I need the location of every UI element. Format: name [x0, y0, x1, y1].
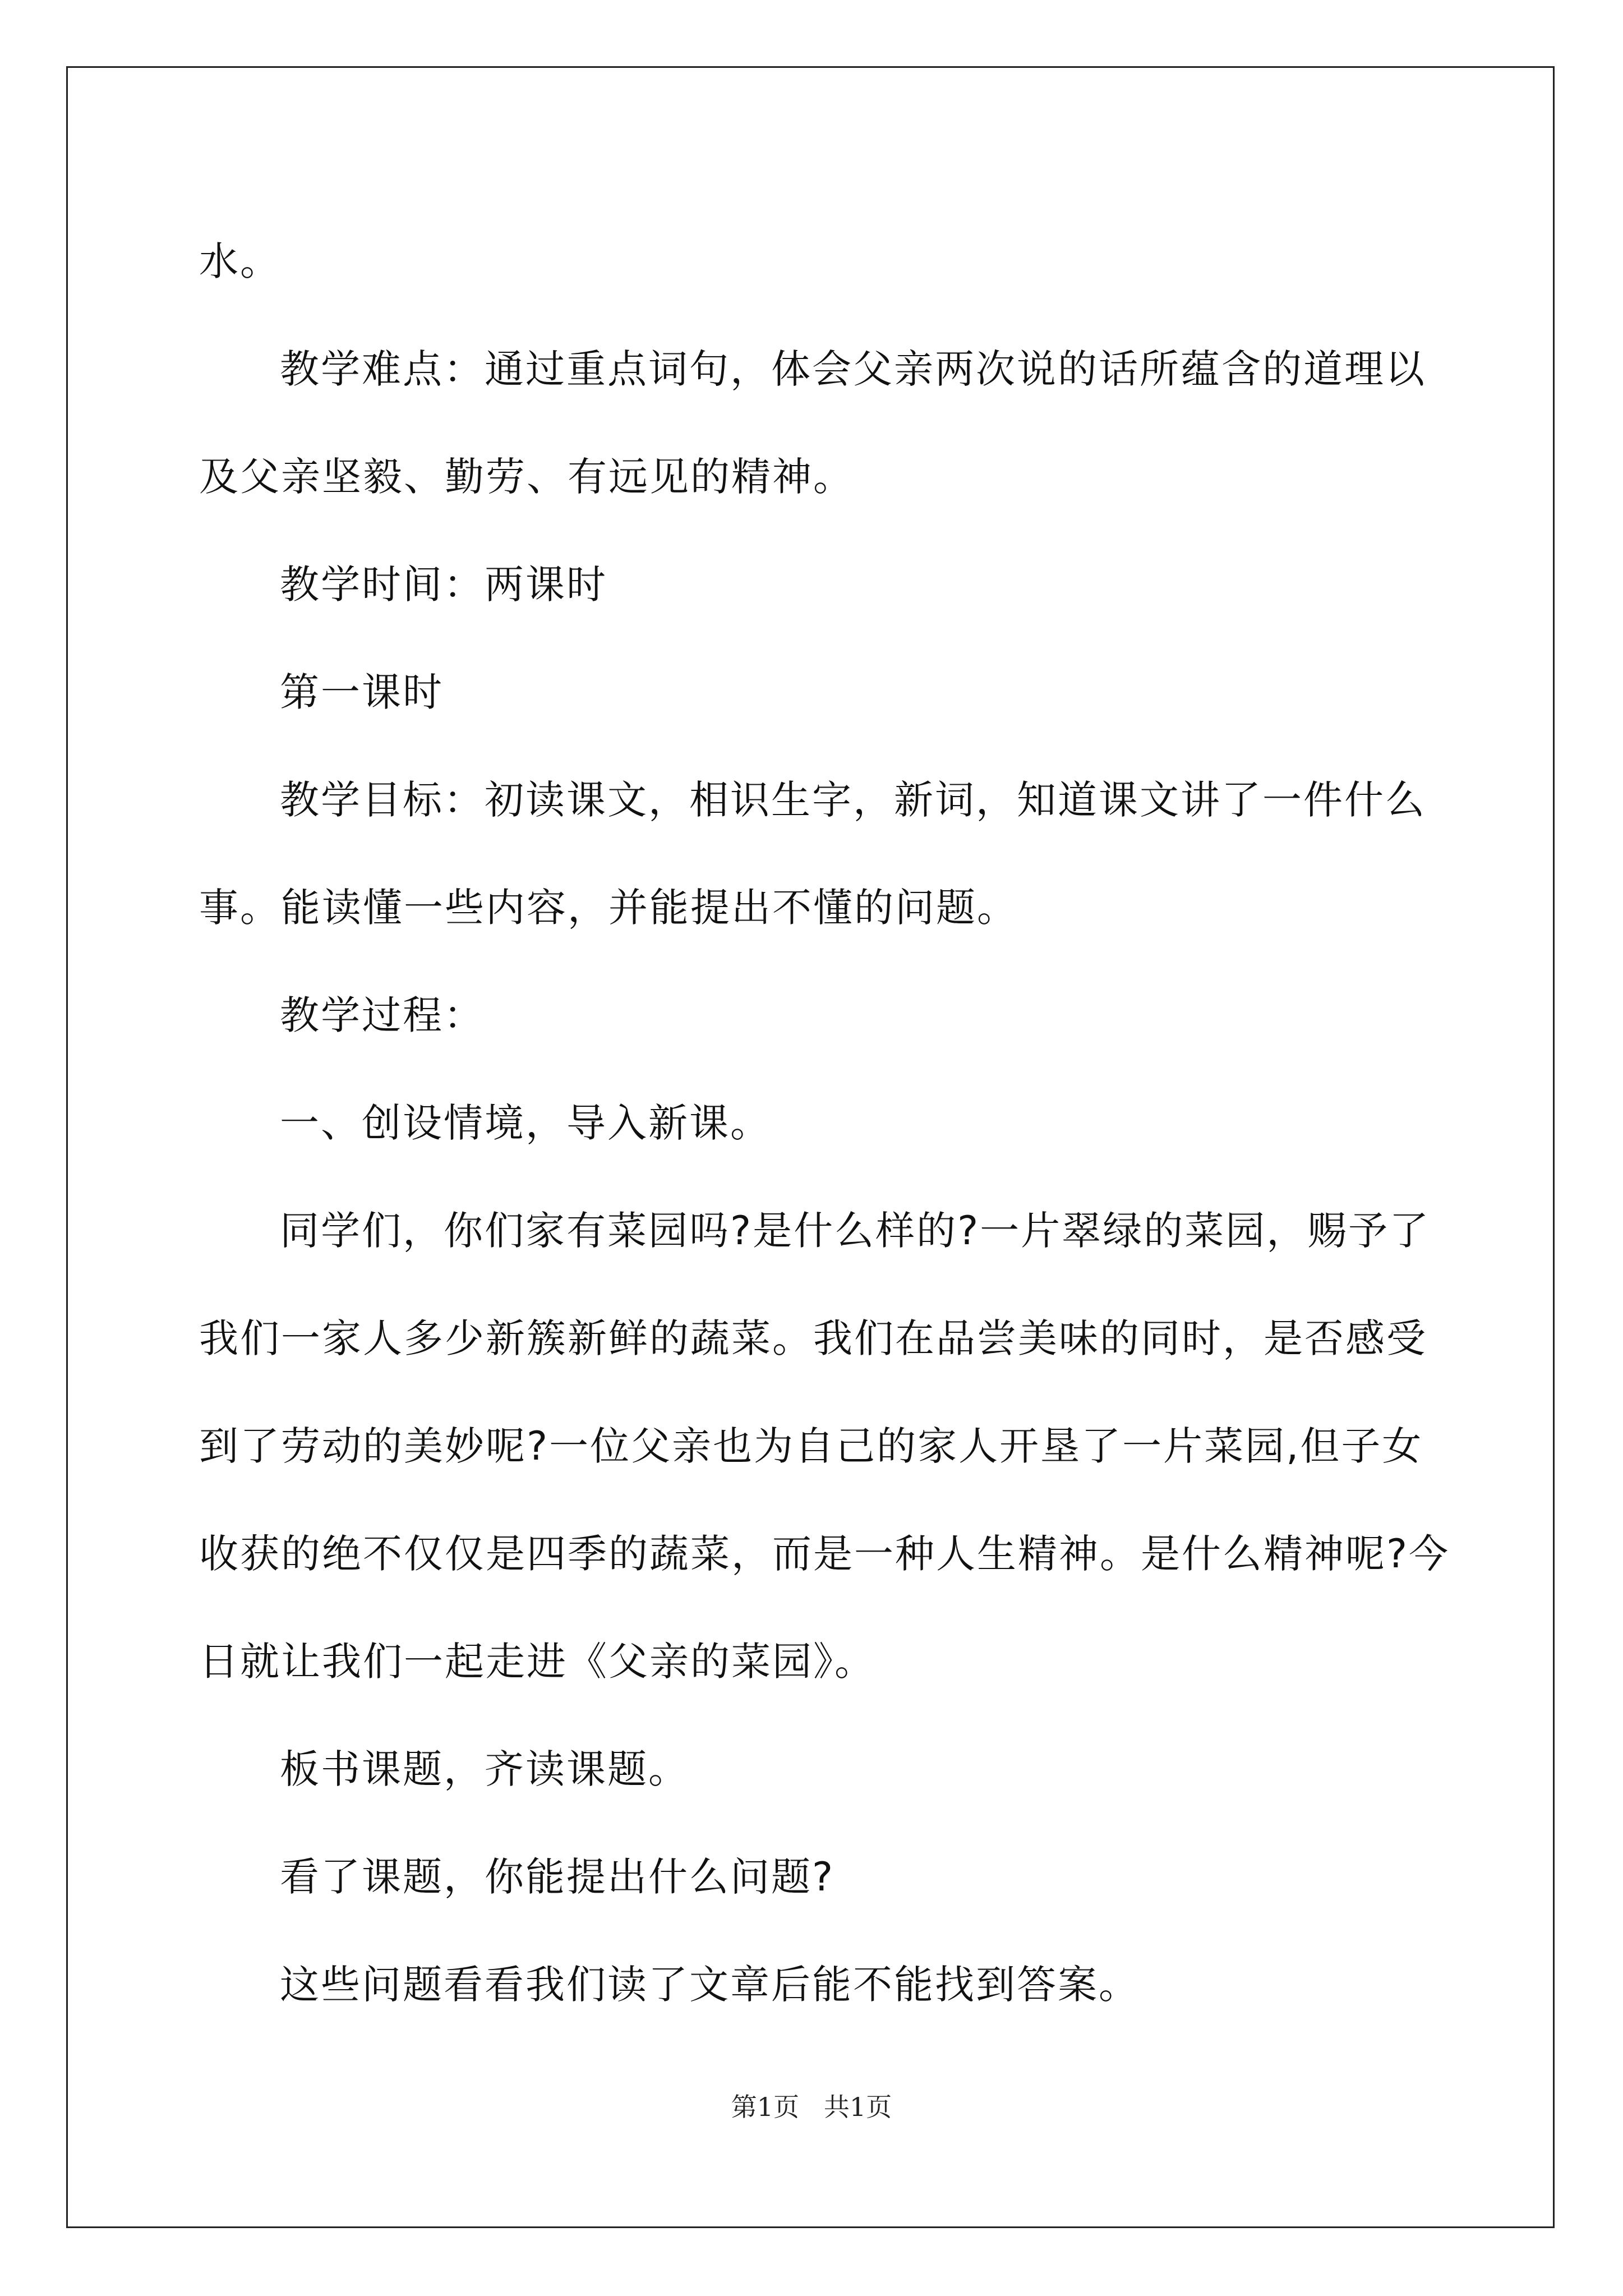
- section-heading: 第一课时: [280, 669, 444, 715]
- paragraph-line: 教学过程：: [280, 992, 485, 1038]
- document-body: [199, 208, 1450, 2039]
- paragraph-line: 教学难点：通过重点词句，体会父亲两次说的话所蕴含的道理以: [280, 346, 1426, 392]
- paragraph-line: 到了劳动的美妙呢?一位父亲也为自己的家人开垦了一片菜园,但子女: [199, 1423, 1423, 1469]
- paragraph-line: 教学目标：初读课文，相识生字，新词，知道课文讲了一件什么: [280, 777, 1426, 823]
- paragraph-line: 教学时间：两课时: [280, 562, 607, 608]
- paragraph-line: 同学们，你们家有菜园吗?是什么样的?一片翠绿的菜园，赐予了: [280, 1208, 1431, 1254]
- paragraph-line: 板书课题，齐读课题。: [280, 1746, 689, 1792]
- paragraph-line: 事。能读懂一些内容，并能提出不懂的问题。: [199, 885, 1018, 931]
- paragraph-line: 这些问题看看我们读了文章后能不能找到答案。: [280, 1962, 1140, 2008]
- paragraph-line: 看了课题，你能提出什么问题?: [280, 1854, 835, 1900]
- paragraph-line: 水。: [199, 238, 281, 284]
- paragraph-line: 一、创设情境，导入新课。: [280, 1100, 771, 1146]
- paragraph-line: 及父亲坚毅、勤劳、有远见的精神。: [199, 454, 854, 500]
- paragraph-line: 收获的绝不仅仅是四季的蔬菜，而是一种人生精神。是什么精神呢?今: [199, 1531, 1450, 1577]
- paragraph-line: 日就让我们一起走进《父亲的菜园》。: [199, 1639, 875, 1685]
- page-number-footer: 第1页 共1页: [731, 2092, 892, 2122]
- paragraph-line: 我们一家人多少新簇新鲜的蔬菜。我们在品尝美味的同时，是否感受: [199, 1315, 1427, 1361]
